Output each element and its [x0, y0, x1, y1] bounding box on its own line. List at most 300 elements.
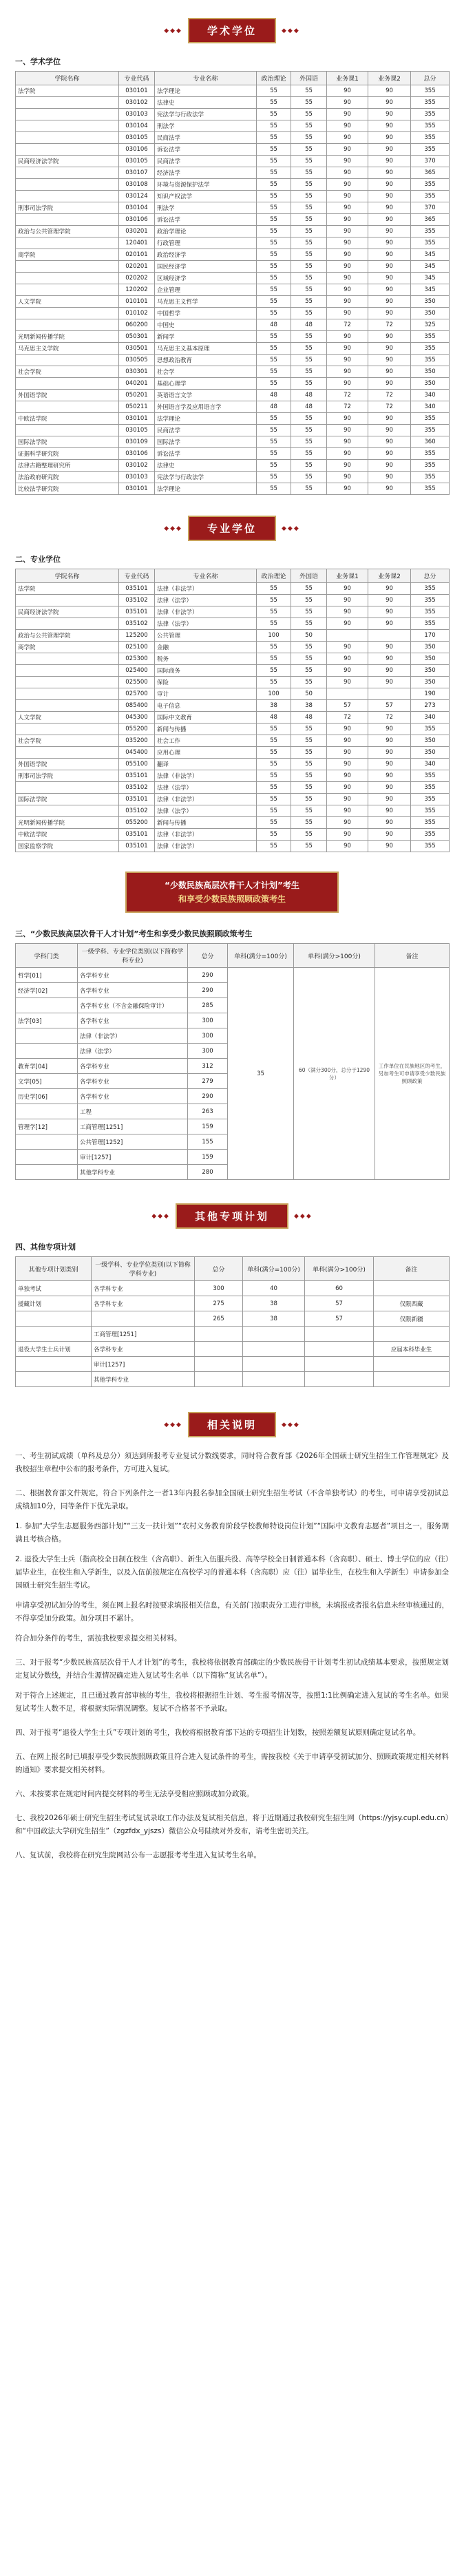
table-cell: 90 [327, 343, 368, 355]
table-cell: 025700 [119, 688, 155, 700]
table-cell: 340 [411, 390, 450, 401]
table-row [16, 794, 450, 805]
note-paragraph: 对于符合上述规定，且已通过教育部审核的考生，我校将根据招生计划、考生报考情况等，按照1:1比例确定进入复试的考生名单。如果复试考生人数不足，将根据实际情况调整。复试不合格者不予录取。 [15, 1691, 449, 1713]
table-cell: 55 [291, 413, 327, 425]
table-cell: 各学科专业 [78, 1059, 188, 1074]
table-cell: 90 [327, 436, 368, 448]
table-cell: 035102 [119, 782, 155, 794]
table-cell: 55 [257, 284, 291, 296]
table-cell: 55 [291, 841, 327, 852]
table-cell: 90 [368, 425, 411, 436]
special-table-body [16, 1281, 450, 1387]
note-paragraph: 申请享受初试加分的考生，须在网上报名时按要求填报相关信息，有关部门按职责分工进行审核，未填报或者报名信息未经审核通过的，不得享受加分政策。加分项目不累计。 [15, 1601, 449, 1623]
table-row [16, 712, 450, 724]
table-row [16, 1342, 450, 1357]
table-cell: 030107 [119, 167, 155, 179]
table-cell: 355 [411, 805, 450, 817]
table-row [16, 472, 450, 483]
table-cell: 民商法学 [155, 132, 257, 144]
table-cell: 刑事司法学院 [16, 202, 119, 214]
table-cell: 法治政府研究院 [16, 472, 119, 483]
table-cell: 55 [257, 724, 291, 735]
table-cell: 90 [368, 735, 411, 747]
table-cell: 025500 [119, 677, 155, 688]
table-cell: 355 [411, 583, 450, 595]
table-cell: 355 [411, 841, 450, 852]
table-cell: 300 [188, 1028, 228, 1044]
table-cell: 285 [188, 998, 228, 1013]
table-cell: 文学[05] [16, 1074, 78, 1089]
table-cell: 355 [411, 237, 450, 249]
table-cell: 55 [257, 642, 291, 653]
table-cell: 税务 [155, 653, 257, 665]
table-cell: 355 [411, 794, 450, 805]
table-cell: 90 [327, 132, 368, 144]
table-cell: 90 [327, 805, 368, 817]
table-cell: 55 [291, 805, 327, 817]
table-cell: 55 [257, 782, 291, 794]
table-cell: 翻译 [155, 759, 257, 770]
table-cell [195, 1342, 243, 1357]
table-cell: 48 [257, 712, 291, 724]
table-cell: 90 [368, 202, 411, 214]
table-row [16, 366, 450, 378]
table-cell: 新闻与传播 [155, 724, 257, 735]
single-score-le100: 35 [228, 968, 294, 1180]
table-cell: 90 [368, 642, 411, 653]
table-cell: 法律（法学） [155, 618, 257, 630]
table-cell: 诉讼法学 [155, 214, 257, 226]
table-cell: 90 [368, 829, 411, 841]
note-paragraph: 四、对于报考“退役大学生士兵”专项计划的考生，我校将根据教育部下达的专项招生计划数，按照差额复试原则确定复试名单。 [15, 1729, 421, 1737]
table-cell: 355 [411, 483, 450, 495]
table-cell [243, 1327, 305, 1342]
table-cell: 国际法学 [155, 436, 257, 448]
table-cell: 350 [411, 653, 450, 665]
table-cell: 355 [411, 179, 450, 191]
table-cell [374, 1281, 450, 1296]
table-row [16, 413, 450, 425]
table-cell: 55 [257, 226, 291, 237]
table-cell: 90 [327, 817, 368, 829]
table-cell [16, 665, 119, 677]
table-cell: 其他学科专业 [92, 1372, 195, 1387]
table-cell: 55 [257, 249, 291, 261]
table-cell: 90 [368, 167, 411, 179]
table-cell: 历史学[06] [16, 1089, 78, 1104]
table-cell [16, 120, 119, 132]
table-cell [16, 1104, 78, 1119]
table-cell [243, 1357, 305, 1372]
table-cell: 90 [327, 156, 368, 167]
table-cell: 55 [291, 249, 327, 261]
academic-table [15, 71, 450, 495]
table-cell: 90 [368, 413, 411, 425]
table-cell: 55 [291, 109, 327, 120]
table-cell: 350 [411, 378, 450, 390]
table-cell: 55 [257, 413, 291, 425]
table-cell: 法学院 [16, 85, 119, 97]
table-cell: 48 [291, 319, 327, 331]
table-cell: 055200 [119, 724, 155, 735]
table-cell: 340 [411, 712, 450, 724]
table-cell: 经济学[02] [16, 983, 78, 998]
table-cell: 290 [188, 983, 228, 998]
table-cell: 民商经济法学院 [16, 156, 119, 167]
table-cell [16, 677, 119, 688]
table-header-cell: 单科(满分=100分) [228, 944, 294, 968]
table-cell: 90 [368, 595, 411, 606]
table-cell: 355 [411, 226, 450, 237]
table-cell: 55 [291, 144, 327, 156]
table-cell: 55 [291, 724, 327, 735]
table-cell: 55 [257, 794, 291, 805]
table-cell: 325 [411, 319, 450, 331]
table-cell [16, 595, 119, 606]
table-cell: 55 [257, 214, 291, 226]
table-row [16, 296, 450, 308]
table-cell: 思想政治教育 [155, 355, 257, 366]
table-cell: 050301 [119, 331, 155, 343]
academic-table-body [16, 85, 450, 495]
table-cell: 国家监察学院 [16, 841, 119, 852]
professional-table-body [16, 583, 450, 852]
table-cell: 155 [188, 1134, 228, 1150]
table-cell: 法学理论 [155, 413, 257, 425]
table-cell: 审计[1257] [92, 1357, 195, 1372]
table-cell: 新闻学 [155, 331, 257, 343]
table-cell: 90 [368, 120, 411, 132]
table-header-cell: 其他专项计划类别 [16, 1257, 92, 1281]
table-cell: 各学科专业 [92, 1281, 195, 1296]
table-cell: 90 [368, 460, 411, 472]
table-header-cell: 总分 [411, 569, 450, 583]
table-cell [16, 144, 119, 156]
table-cell: 90 [327, 366, 368, 378]
table-cell [374, 1327, 450, 1342]
table-cell: 100 [257, 630, 291, 642]
table-cell [16, 237, 119, 249]
table-cell: 025100 [119, 642, 155, 653]
table-cell: 035102 [119, 595, 155, 606]
table-cell: 72 [327, 401, 368, 413]
table-row [16, 677, 450, 688]
table-cell: 48 [257, 319, 291, 331]
table-cell: 345 [411, 261, 450, 273]
table-cell: 法律（法学） [78, 1044, 188, 1059]
table-cell: 审计 [155, 688, 257, 700]
table-cell: 诉讼法学 [155, 448, 257, 460]
table-cell: 90 [368, 677, 411, 688]
table-cell [327, 688, 368, 700]
table-cell: 010101 [119, 296, 155, 308]
table-row [16, 735, 450, 747]
table-cell: 55 [291, 618, 327, 630]
table-cell [16, 261, 119, 273]
table-cell: 90 [327, 653, 368, 665]
table-row [16, 688, 450, 700]
table-cell: 55 [257, 132, 291, 144]
table-cell: 90 [327, 214, 368, 226]
table-row [16, 595, 450, 606]
table-cell: 法律（非法学） [155, 829, 257, 841]
table-row [16, 120, 450, 132]
table-cell: 外国语言学及应用语言学 [155, 401, 257, 413]
table-cell: 仅限新疆 [374, 1311, 450, 1327]
table-header-cell: 单科(满分>100分) [305, 1257, 374, 1281]
table-cell: 各学科专业 [78, 983, 188, 998]
table-cell: 290 [188, 968, 228, 983]
table-cell: 哲学[01] [16, 968, 78, 983]
table-cell: 电子信息 [155, 700, 257, 712]
table-cell: 55 [291, 85, 327, 97]
table-cell: 政治与公共管理学院 [16, 630, 119, 642]
table-cell: 355 [411, 331, 450, 343]
table-cell: 120401 [119, 237, 155, 249]
table-header-cell: 一级学科、专业学位类别(以下简称学科专业) [78, 944, 188, 968]
table-cell [16, 724, 119, 735]
table-cell: 55 [291, 782, 327, 794]
table-cell [16, 1311, 92, 1327]
table-cell: 060200 [119, 319, 155, 331]
table-cell: 355 [411, 782, 450, 794]
table-cell: 应届本科毕业生 [374, 1342, 450, 1357]
table-cell [327, 630, 368, 642]
table-cell: 外国语学院 [16, 759, 119, 770]
table-cell: 90 [327, 724, 368, 735]
table-cell: 90 [368, 249, 411, 261]
table-cell: 证据科学研究院 [16, 448, 119, 460]
table-cell: 355 [411, 595, 450, 606]
table-cell: 55 [291, 237, 327, 249]
table-cell: 90 [368, 794, 411, 805]
table-cell [16, 1357, 92, 1372]
table-cell: 中国哲学 [155, 308, 257, 319]
table-cell: 90 [327, 782, 368, 794]
table-cell: 90 [327, 261, 368, 273]
table-cell: 90 [368, 214, 411, 226]
table-row [16, 460, 450, 472]
section-ethnic-title: 三、“少数民族高层次骨干人才计划”考生和享受少数民族照顾政策考生 [15, 929, 253, 938]
table-header-cell: 单科(满分=100分) [243, 1257, 305, 1281]
table-cell: 48 [291, 390, 327, 401]
table-cell: 55 [257, 618, 291, 630]
table-cell [16, 1134, 78, 1150]
table-cell: 355 [411, 770, 450, 782]
table-cell [195, 1372, 243, 1387]
table-cell: 90 [327, 618, 368, 630]
table-cell: 区域经济学 [155, 273, 257, 284]
table-cell: 法律（法学） [155, 782, 257, 794]
table-cell: 48 [257, 390, 291, 401]
table-cell: 55 [257, 366, 291, 378]
table-cell: 法律（非法学） [78, 1028, 188, 1044]
table-cell: 90 [368, 618, 411, 630]
table-cell: 90 [368, 109, 411, 120]
table-cell: 365 [411, 167, 450, 179]
table-cell: 90 [327, 378, 368, 390]
table-cell: 280 [188, 1165, 228, 1180]
table-row [16, 829, 450, 841]
table-cell: 55 [257, 425, 291, 436]
table-cell: 055100 [119, 759, 155, 770]
table-header-cell: 政治理论 [257, 569, 291, 583]
table-cell: 030105 [119, 132, 155, 144]
table-row [16, 156, 450, 167]
table-row [16, 401, 450, 413]
note-paragraph: 符合加分条件的考生，需按我校要求提交相关材料。 [15, 1634, 182, 1643]
table-cell: 90 [327, 665, 368, 677]
table-cell: 外国语学院 [16, 390, 119, 401]
table-cell: 55 [291, 448, 327, 460]
table-cell: 宪法学与行政法学 [155, 472, 257, 483]
table-cell: 55 [257, 261, 291, 273]
table-row [16, 1281, 450, 1296]
table-cell: 55 [291, 472, 327, 483]
table-header-cell: 业务课2 [368, 569, 411, 583]
table-row [16, 805, 450, 817]
table-cell: 030103 [119, 472, 155, 483]
table-cell: 38 [291, 700, 327, 712]
table-cell: 345 [411, 284, 450, 296]
table-header-cell: 学院名称 [16, 72, 119, 85]
table-cell: 行政管理 [155, 237, 257, 249]
table-cell [16, 747, 119, 759]
table-cell: 355 [411, 829, 450, 841]
table-row [16, 237, 450, 249]
table-cell: 55 [291, 425, 327, 436]
table-cell: 商学院 [16, 249, 119, 261]
table-cell: 90 [327, 109, 368, 120]
table-cell: 035102 [119, 618, 155, 630]
table-cell: 55 [257, 735, 291, 747]
table-cell: 90 [327, 120, 368, 132]
table-cell: 援藏计划 [16, 1296, 92, 1311]
table-cell: 55 [291, 214, 327, 226]
table-cell: 55 [257, 237, 291, 249]
table-row [16, 319, 450, 331]
table-cell [16, 425, 119, 436]
table-cell: 刑法学 [155, 202, 257, 214]
table-cell: 55 [291, 436, 327, 448]
table-cell: 030301 [119, 366, 155, 378]
table-header-cell: 学院名称 [16, 569, 119, 583]
table-cell [16, 378, 119, 390]
table-cell: 55 [291, 583, 327, 595]
table-row [16, 1327, 450, 1342]
table-cell [305, 1372, 374, 1387]
table-cell: 55 [257, 109, 291, 120]
table-cell: 90 [368, 97, 411, 109]
table-cell: 55 [257, 191, 291, 202]
table-cell: 90 [327, 202, 368, 214]
table-cell: 法律古籍整理研究所 [16, 460, 119, 472]
table-cell: 55 [257, 308, 291, 319]
table-cell: 55 [257, 460, 291, 472]
ethnic-table-header [16, 944, 450, 968]
table-header-cell: 专业名称 [155, 569, 257, 583]
table-cell: 55 [291, 747, 327, 759]
table-cell: 55 [257, 202, 291, 214]
table-cell: 55 [291, 817, 327, 829]
table-cell: 金融 [155, 642, 257, 653]
notes-banner: ◆◆◆ 相关说明 ◆◆◆ [0, 1412, 464, 1437]
table-cell: 55 [257, 595, 291, 606]
table-cell: 55 [257, 841, 291, 852]
table-cell: 90 [327, 460, 368, 472]
table-cell: 其他学科专业 [78, 1165, 188, 1180]
table-cell: 350 [411, 296, 450, 308]
table-cell [16, 191, 119, 202]
table-cell [16, 700, 119, 712]
table-row [16, 109, 450, 120]
table-cell [195, 1327, 243, 1342]
table-cell: 72 [368, 319, 411, 331]
table-header-cell: 一级学科、专业学位类别(以下简称学科专业) [92, 1257, 195, 1281]
table-cell: 350 [411, 735, 450, 747]
table-cell: 人文学院 [16, 712, 119, 724]
table-cell: 57 [305, 1311, 374, 1327]
note-paragraph: 1. 参加“大学生志愿服务西部计划”“三支一扶计划”“农村义务教育阶段学校教师特设岗位计划”“国际中文教育志愿者”项目之一，服务期满且考核合格。 [15, 1522, 449, 1543]
table-cell: 355 [411, 85, 450, 97]
table-cell: 279 [188, 1074, 228, 1089]
table-cell: 035101 [119, 794, 155, 805]
table-cell: 90 [327, 759, 368, 770]
table-cell: 90 [368, 770, 411, 782]
table-row [16, 1311, 450, 1327]
table-cell: 55 [291, 606, 327, 618]
table-row [16, 273, 450, 284]
note-paragraph: 三、对于报考“少数民族高层次骨干人才计划”的考生，我校将依据教育部确定的少数民族骨干计划考生初试成绩基本要求，按照规定划定复试分数线，并结合生源情况确定进入复试考生名单（以下简称“复试名单”）。 [15, 1658, 449, 1680]
table-cell: 人文学院 [16, 296, 119, 308]
table-cell: 90 [368, 144, 411, 156]
table-cell: 中欧法学院 [16, 829, 119, 841]
table-cell: 030106 [119, 214, 155, 226]
table-cell [305, 1357, 374, 1372]
note-paragraph: 八、复试前，我校将在研究生院网站公布一志愿报考考生进入复试考生名单。 [15, 1851, 261, 1859]
table-cell: 350 [411, 308, 450, 319]
table-cell: 55 [257, 343, 291, 355]
table-cell: 知识产权法学 [155, 191, 257, 202]
table-cell: 单独考试 [16, 1281, 92, 1296]
table-cell: 公共管理 [155, 630, 257, 642]
table-cell: 55 [257, 378, 291, 390]
table-cell: 55 [257, 179, 291, 191]
table-cell: 工商管理[1251] [78, 1119, 188, 1134]
table-row [16, 202, 450, 214]
table-cell: 340 [411, 759, 450, 770]
table-header-cell: 专业名称 [155, 72, 257, 85]
table-cell: 72 [327, 319, 368, 331]
table-cell: 90 [327, 226, 368, 237]
table-cell: 48 [257, 401, 291, 413]
table-cell: 035101 [119, 829, 155, 841]
table-cell: 90 [327, 425, 368, 436]
table-cell: 90 [368, 179, 411, 191]
section-professional-title: 二、专业学位 [15, 555, 61, 564]
table-row [16, 167, 450, 179]
table-cell: 90 [327, 642, 368, 653]
table-cell: 90 [327, 735, 368, 747]
table-cell: 基础心理学 [155, 378, 257, 390]
table-cell: 030103 [119, 109, 155, 120]
special-banner: ◆◆◆ 其他专项计划 ◆◆◆ [0, 1203, 464, 1229]
table-row [16, 782, 450, 794]
table-row [16, 747, 450, 759]
table-row [16, 179, 450, 191]
table-cell: 90 [327, 794, 368, 805]
table-cell: 55 [257, 583, 291, 595]
